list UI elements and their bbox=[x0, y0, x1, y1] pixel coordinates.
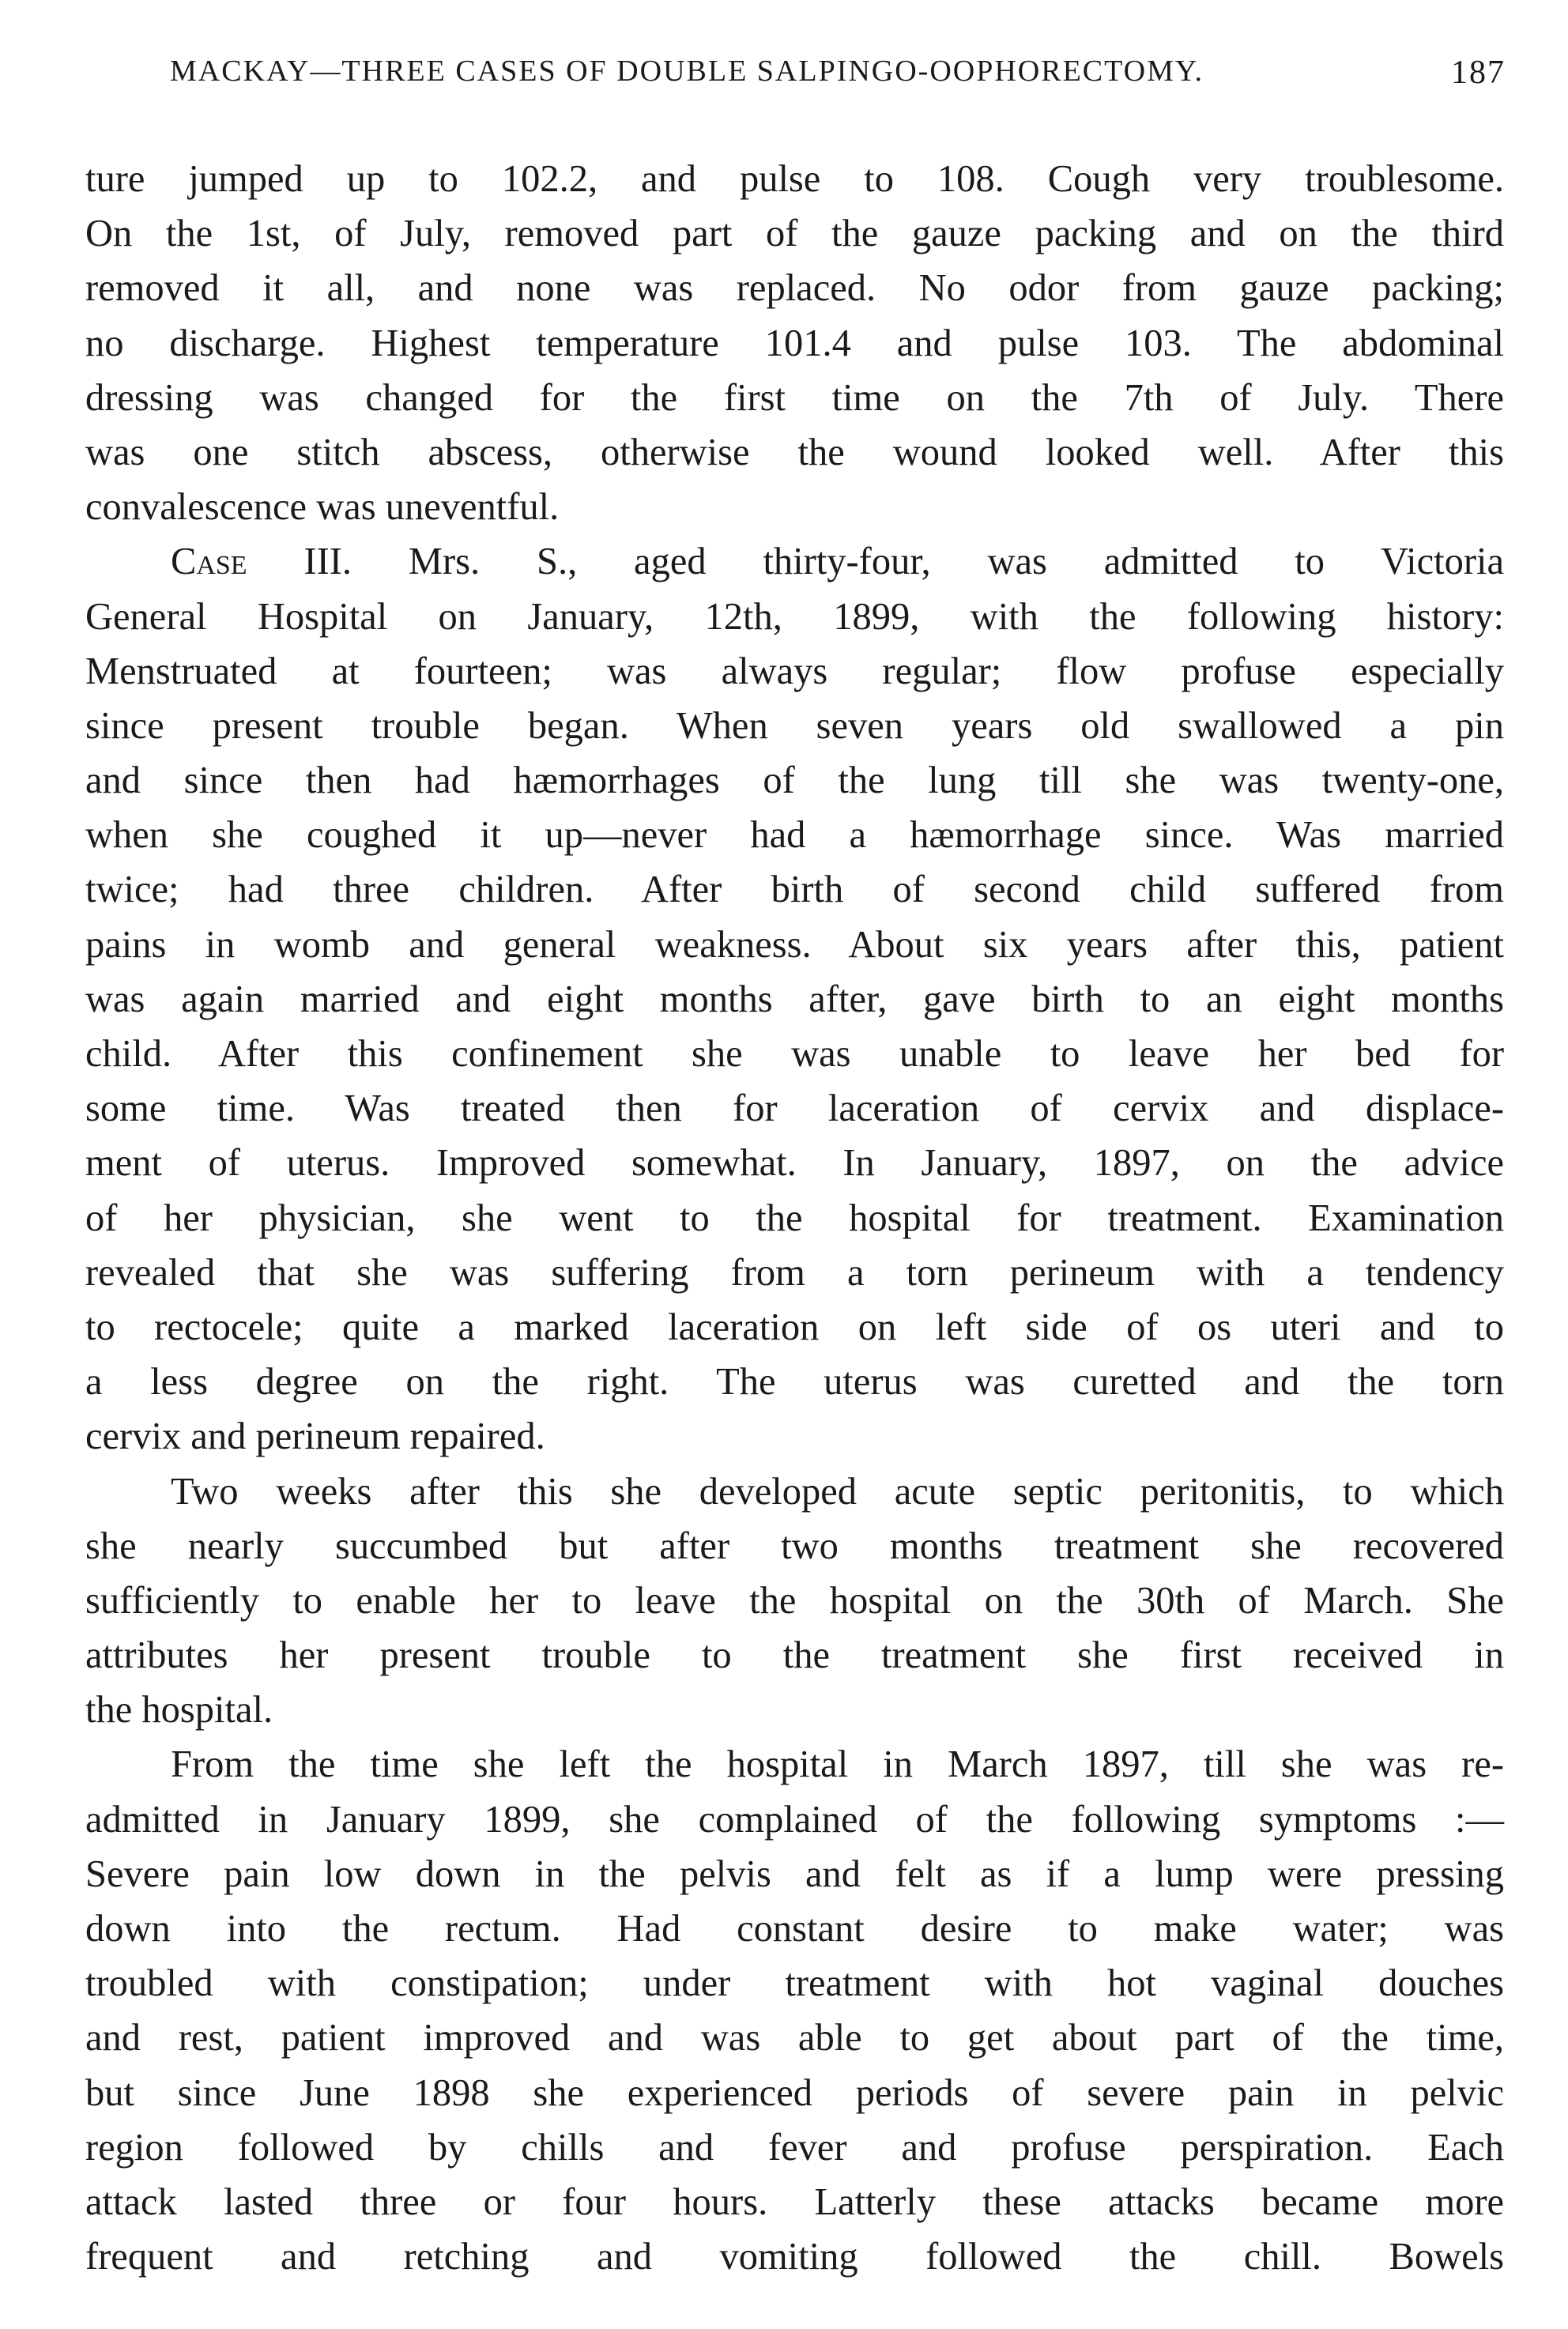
text-line: convalescence was uneventful. bbox=[85, 486, 560, 529]
text-line: Two weeks after this she developed acute septic peritonitis, to which bbox=[171, 1470, 1504, 1513]
running-head bbox=[170, 54, 1506, 101]
case-label: Case bbox=[171, 541, 247, 583]
text-line: Menstruated at fourteen; was always regular; flow profuse especially bbox=[85, 650, 1504, 692]
text-line: admitted in January 1899, she complained of the following symptoms :— bbox=[85, 1798, 1504, 1841]
text-line: frequent and retching and vomiting followed the chill. Bowels bbox=[85, 2236, 1504, 2278]
text-line: attack lasted three or four hours. Latterly these attacks became more bbox=[85, 2180, 1504, 2223]
text-line: to rectocele; quite a marked laceration on left side of os uteri and to bbox=[85, 1306, 1504, 1348]
text-line: and since then had hæmorrhages of the lung till she was twenty-one, bbox=[85, 759, 1504, 802]
text-line: sufficiently to enable her to leave the hospital on the 30th of March. She bbox=[85, 1579, 1504, 1622]
body-text bbox=[85, 152, 1504, 2284]
text-line: since present trouble began. When seven years old swallowed a pin bbox=[85, 704, 1504, 747]
text-line: but since June 1898 she experienced periods of severe pain in pelvic bbox=[85, 2071, 1504, 2114]
text-line: the hospital. bbox=[85, 1689, 273, 1732]
text-line: On the 1st, of July, removed part of the gauze packing and on the third bbox=[85, 213, 1504, 255]
text-line: was again married and eight months after, gave birth to an eight months bbox=[85, 978, 1504, 1020]
text-line: pains in womb and general weakness. About six years after this, patient bbox=[85, 923, 1504, 966]
text-line: she nearly succumbed but after two months treatment she recovered bbox=[85, 1524, 1504, 1567]
text-line: twice; had three children. After birth of second child suffered from bbox=[85, 869, 1504, 911]
text-line: when she coughed it up—never had a hæmorrhage since. Was married bbox=[85, 814, 1504, 857]
text-line: was one stitch abscess, otherwise the wound looked well. After this bbox=[85, 431, 1504, 473]
text-line: no discharge. Highest temperature 101.4 and pulse 103. The abdominal bbox=[85, 322, 1504, 364]
text-line: some time. Was treated then for laceration of cervix and displace- bbox=[85, 1087, 1504, 1130]
case-heading-line: Case III. Mrs. S., aged thirty-four, was admitted to Victoria bbox=[171, 541, 1504, 583]
text-line: dressing was changed for the first time on the 7th of July. There bbox=[85, 376, 1504, 419]
text-line: troubled with constipation; under treatment with hot vaginal douches bbox=[85, 1962, 1504, 2005]
text-line: General Hospital on January, 12th, 1899, with the following history: bbox=[85, 595, 1504, 638]
text-line: From the time she left the hospital in March 1897, till she was re- bbox=[171, 1743, 1504, 1786]
text-line: down into the rectum. Had constant desire to make water; was bbox=[85, 1908, 1504, 1950]
text-line: Severe pain low down in the pelvis and felt as if a lump were pressing bbox=[85, 1852, 1504, 1895]
text-line: ture jumped up to 102.2, and pulse to 108. Cough very troublesome. bbox=[85, 158, 1504, 200]
text-line: attributes her present trouble to the treatment she first received in bbox=[85, 1634, 1504, 1677]
text-line: child. After this confinement she was unable to leave her bed for bbox=[85, 1033, 1504, 1075]
text-line: a less degree on the right. The uterus was curetted and the torn bbox=[85, 1361, 1504, 1404]
page-number: 187 bbox=[1451, 55, 1506, 91]
text-line: and rest, patient improved and was able to get about part of the time, bbox=[85, 2017, 1504, 2060]
text-line: removed it all, and none was replaced. No odor from gauze packing; bbox=[85, 267, 1504, 310]
text-line: region followed by chills and fever and profuse perspiration. Each bbox=[85, 2126, 1504, 2169]
running-head-title: MACKAY—THREE CASES OF DOUBLE SALPINGO-OOPHORECTOMY. bbox=[170, 55, 1204, 88]
text-line: of her physician, she went to the hospital for treatment. Examination bbox=[85, 1197, 1504, 1239]
text-line: cervix and perineum repaired. bbox=[85, 1415, 545, 1458]
text-line: ment of uterus. Improved somewhat. In January, 1897, on the advice bbox=[85, 1142, 1504, 1185]
text-line: revealed that she was suffering from a torn perineum with a tendency bbox=[85, 1251, 1504, 1294]
